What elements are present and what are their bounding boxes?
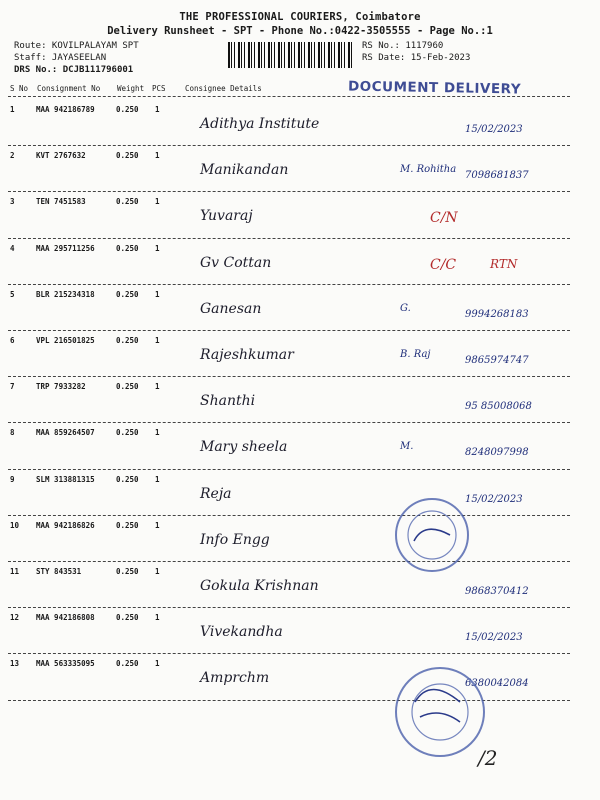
table-row [0, 377, 600, 423]
col-sno: S No [10, 84, 29, 93]
row-receiver-sign: M. Rohitha [400, 164, 457, 176]
row-pcs: 1 [155, 474, 160, 484]
barcode-bar [351, 42, 352, 68]
table-row [0, 608, 600, 654]
table-row [0, 562, 600, 608]
barcode-bar [344, 42, 345, 68]
barcode-bar [228, 42, 230, 68]
barcode-bar [258, 42, 260, 68]
row-consignee-name: Manikandan [200, 162, 289, 179]
row-pcs: 1 [155, 151, 160, 161]
row-receiver-note: 6380042084 [465, 678, 529, 690]
runsheet-title: Delivery Runsheet - SPT - Phone No.:0422-3505555 - Page No.:1 [107, 25, 493, 37]
row-consignee-name: Amprchm [200, 670, 270, 687]
row-sno: 5 [10, 289, 15, 299]
table-row [0, 100, 600, 146]
table-row [0, 331, 600, 377]
row-sno: 2 [10, 151, 15, 161]
row-sno: 11 [10, 567, 20, 576]
row-sno: 6 [10, 336, 15, 345]
barcode-bar [304, 42, 305, 68]
barcode-bar [274, 42, 275, 68]
row-weight: 0.250 [116, 474, 139, 484]
row-sno: 12 [10, 613, 20, 623]
table-row [0, 654, 600, 700]
row-pcs: 1 [155, 428, 160, 438]
barcode-bar [314, 42, 315, 68]
row-sno: 9 [10, 474, 15, 484]
row-weight: 0.250 [116, 520, 139, 530]
col-weight: Weight [117, 84, 145, 93]
barcode-bar [261, 42, 262, 68]
row-receiver-sign: B. Raj [400, 349, 431, 360]
barcode-bar [288, 42, 290, 68]
row-receiver-note: 9865974747 [465, 355, 529, 366]
table-row [0, 285, 600, 331]
row-consignment-no: MAA 942186808 [36, 613, 95, 623]
barcode-bar [244, 42, 245, 68]
barcode-bar [268, 42, 270, 68]
row-weight: 0.250 [116, 289, 139, 299]
row-pcs: 1 [155, 336, 160, 345]
barcode-bar [231, 42, 232, 68]
agency-seal-stamp [390, 662, 490, 762]
row-weight: 0.250 [116, 382, 139, 392]
row-receiver-note: 8248097998 [465, 447, 529, 459]
table-row [0, 423, 600, 469]
barcode-bar [318, 42, 320, 68]
table-row [0, 146, 600, 192]
row-consignee-name: Gv Cottan [200, 254, 272, 271]
barcode-bar [264, 42, 265, 68]
barcode-bar [284, 42, 285, 68]
barcode-bar [311, 42, 312, 68]
row-receiver-note: 9994268183 [465, 308, 529, 320]
row-weight: 0.250 [116, 659, 139, 669]
row-sno: 13 [10, 659, 20, 669]
route-label: Route: KOVILPALAYAM SPT [14, 41, 139, 51]
row-consignment-no: BLR 215234318 [36, 289, 95, 299]
barcode-bar [331, 42, 332, 68]
row-receiver-note: RTN [490, 256, 518, 271]
row-consignee-name: Shanthi [200, 393, 256, 410]
row-sno: 1 [10, 105, 15, 114]
rs-date: RS Date: 15-Feb-2023 [362, 53, 471, 63]
barcode-bar [254, 42, 255, 68]
barcode-bar [334, 42, 335, 68]
row-consignment-no: KVT 2767632 [36, 151, 86, 161]
barcode-bar [294, 42, 295, 68]
row-receiver-sign: C/C [430, 256, 457, 273]
row-weight: 0.250 [116, 567, 139, 576]
row-sno: 3 [10, 197, 15, 207]
row-weight: 0.250 [116, 151, 139, 161]
barcode-bar [234, 42, 235, 68]
barcode-bar [281, 42, 282, 68]
row-receiver-note: 95 85008068 [465, 401, 532, 413]
table-row [0, 516, 600, 562]
row-weight: 0.250 [116, 105, 139, 114]
barcode-bar [238, 42, 240, 68]
barcode-bar [278, 42, 280, 68]
staff-label: Staff: JAYASEELAN [14, 53, 107, 63]
barcode-bar [338, 42, 340, 68]
row-weight: 0.250 [116, 428, 139, 438]
row-sno: 4 [10, 243, 15, 253]
table-row [0, 192, 600, 238]
barcode-bar [298, 42, 300, 68]
header-divider [8, 96, 570, 97]
row-consignee-name: Adithya Institute [200, 116, 320, 132]
col-pcs: PCS [152, 84, 166, 93]
row-consignee-name: Vivekandha [200, 624, 283, 641]
row-consignee-name: Gokula Krishnan [200, 578, 319, 594]
col-consignment: Consignment No [37, 84, 101, 93]
company-name: THE PROFESSIONAL COURIERS, Coimbatore [179, 11, 421, 23]
row-receiver-sign: M. [400, 441, 414, 453]
row-weight: 0.250 [116, 197, 139, 207]
barcode-bar [324, 42, 325, 68]
row-weight: 0.250 [116, 336, 139, 345]
row-consignment-no: TRP 7933282 [36, 382, 86, 392]
row-receiver-sign: C/N [430, 210, 458, 227]
row-consignment-no: MAA 859264507 [36, 428, 95, 438]
row-pcs: 1 [155, 567, 160, 576]
row-pcs: 1 [155, 520, 160, 530]
barcode-bar [241, 42, 242, 68]
row-receiver-note: 7098681837 [465, 170, 529, 182]
row-consignee-name: Rajeshkumar [200, 347, 294, 363]
row-receiver-note: 15/02/2023 [465, 493, 523, 505]
row-consignee-name: Mary sheela [200, 439, 288, 456]
row-consignment-no: STY 843531 [36, 567, 82, 576]
barcode-bar [321, 42, 322, 68]
row-consignment-no: SLM 313881315 [36, 474, 95, 484]
barcode-bar [271, 42, 272, 68]
row-receiver-note: 15/02/2023 [465, 632, 523, 644]
row-consignee-name: Yuvaraj [200, 208, 253, 225]
row-sno: 10 [10, 520, 20, 530]
document-delivery-stamp: DOCUMENT DELIVERY [347, 78, 522, 98]
row-consignee-name: Ganesan [200, 300, 262, 317]
barcode-bar [328, 42, 330, 68]
row-pcs: 1 [155, 105, 160, 114]
row-consignment-no: MAA 942186826 [36, 520, 95, 530]
barcode-bar [248, 42, 250, 68]
rs-number: RS No.: 1117960 [362, 41, 444, 51]
barcode-bar [251, 42, 252, 68]
row-receiver-note: 15/02/2023 [465, 124, 523, 135]
barcode-bar [291, 42, 292, 68]
row-consignment-no: MAA 942186789 [36, 105, 95, 114]
row-weight: 0.250 [116, 613, 139, 623]
barcode [228, 42, 353, 68]
row-pcs: 1 [155, 243, 160, 253]
row-consignment-no: TEN 7451583 [36, 197, 86, 207]
row-consignment-no: MAA 563335095 [36, 659, 95, 669]
row-pcs: 1 [155, 613, 160, 623]
row-weight: 0.250 [116, 243, 139, 253]
barcode-bar [348, 42, 350, 68]
barcode-bar [301, 42, 302, 68]
row-pcs: 1 [155, 197, 160, 207]
row-consignment-no: MAA 295711256 [36, 243, 95, 253]
row-receiver-sign: G. [400, 302, 411, 314]
row-sno: 8 [10, 428, 15, 438]
row-consignment-no: VPL 216501825 [36, 336, 95, 345]
barcode-bar [341, 42, 342, 68]
row-pcs: 1 [155, 659, 160, 669]
col-consignee: Consignee Details [185, 84, 262, 93]
row-receiver-note: 9868370412 [465, 586, 529, 597]
table-row [0, 470, 600, 516]
row-sno: 7 [10, 382, 15, 392]
row-pcs: 1 [155, 289, 160, 299]
row-pcs: 1 [155, 382, 160, 392]
drs-number: DRS No.: DCJB111796001 [14, 65, 134, 75]
delivery-seal-stamp [392, 495, 472, 575]
page-count-mark: /2 [478, 746, 498, 770]
table-row [0, 239, 600, 285]
row-consignee-name: Info Engg [200, 531, 270, 548]
barcode-bar [308, 42, 310, 68]
row-consignee-name: Reja [200, 485, 232, 502]
